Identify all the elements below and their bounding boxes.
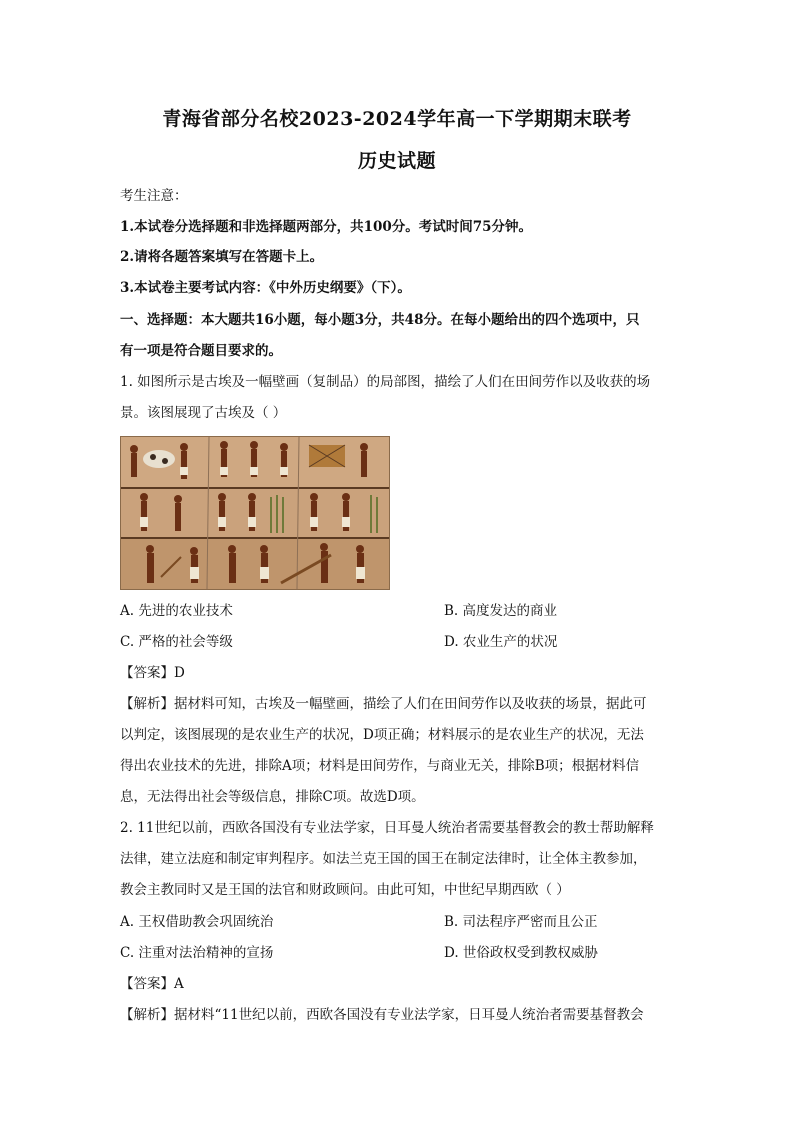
page-title: 青海省部分名校2023-2024学年高一下学期期末联考 [162, 108, 632, 130]
notice-item-2: 2.请将各题答案填写在答题卡上。 [120, 249, 324, 265]
q2-option-c[interactable]: C. 注重对法治精神的宣扬 [120, 945, 274, 961]
notice-item-1: 1.本试卷分选择题和非选择题两部分，共100分。考试时间75分钟。 [120, 219, 533, 235]
q2-option-d[interactable]: D. 世俗政权受到教权威胁 [444, 945, 598, 961]
notice-heading: 考生注意： [120, 188, 188, 204]
q1-analysis-line4: 息，无法得出社会等级信息，排除C项。故选D项。 [120, 789, 425, 805]
q2-stem-line3: 教会主教同时又是王国的法官和财政顾问。由此可知，中世纪早期西欧（ ） [120, 882, 570, 898]
q1-option-b[interactable]: B. 高度发达的商业 [444, 603, 558, 619]
q2-stem-line2: 法律，建立法庭和制定审判程序。如法兰克王国的国王在制定法律时，让全体主教参加， [120, 851, 647, 867]
q2-analysis-line1: 【解析】据材料“11世纪以前，西欧各国没有专业法学家，日耳曼人统治者需要基督教会 [120, 1007, 644, 1023]
q1-stem-line1: 1. 如图所示是古埃及一幅壁画（复制品）的局部图，描绘了人们在田间劳作以及收获的场 [120, 374, 651, 390]
q1-analysis-line2: 以判定，该图展现的是农业生产的状况，D项正确；材料展示的是农业生产的状况，无法 [120, 727, 644, 743]
q1-option-a[interactable]: A. 先进的农业技术 [120, 603, 233, 619]
q1-stem-line2: 景。该图展现了古埃及（ ） [120, 405, 287, 421]
q2-answer: 【答案】A [120, 976, 184, 992]
q2-option-a[interactable]: A. 王权借助教会巩固统治 [120, 914, 274, 930]
page-subtitle: 历史试题 [357, 150, 436, 172]
notice-item-3: 3.本试卷主要考试内容：《中外历史纲要》（下）。 [120, 280, 411, 296]
q1-analysis-line1: 【解析】据材料可知，古埃及一幅壁画，描绘了人们在田间劳作以及收获的场景，据此可 [120, 696, 647, 712]
q2-stem-line1: 2. 11世纪以前，西欧各国没有专业法学家，日耳曼人统治者需要基督教会的教士帮助解释 [120, 820, 654, 836]
q1-analysis-line3: 得出农业技术的先进，排除A项；材料是田间劳作，与商业无关，排除B项；根据材料信 [120, 758, 640, 774]
section-instructions-line2: 有一项是符合题目要求的。 [120, 343, 282, 359]
q1-answer: 【答案】D [120, 665, 185, 681]
q1-option-c[interactable]: C. 严格的社会等级 [120, 634, 233, 650]
section-instructions-line1: 一、选择题：本大题共16小题，每小题3分，共48分。在每小题给出的四个选项中，只 [120, 312, 640, 328]
q1-option-d[interactable]: D. 农业生产的状况 [444, 634, 558, 650]
egyptian-mural-image [120, 436, 390, 590]
q2-option-b[interactable]: B. 司法程序严密而且公正 [444, 914, 598, 930]
